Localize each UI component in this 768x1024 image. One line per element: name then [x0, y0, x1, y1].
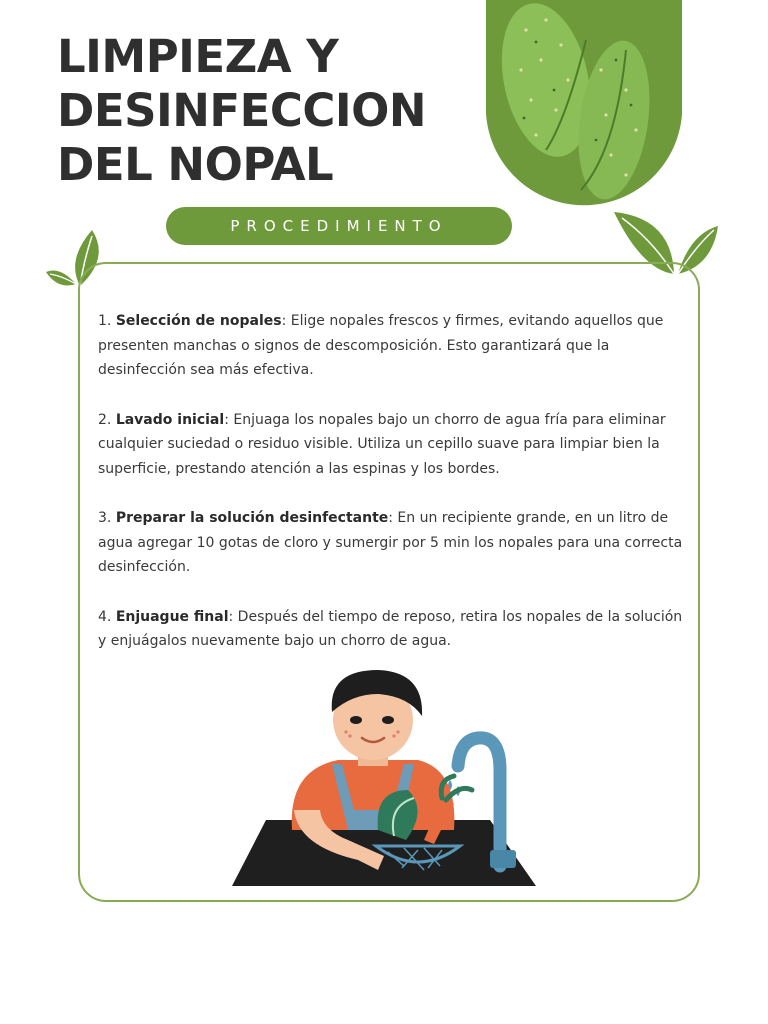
list-item: 1. Selección de nopales: Elige nopales frescos y firmes, evitando aquellos que presenten manchas o signos de descomposición. Esto garantizará que la desinfección sea más efectiva.	[98, 313, 664, 378]
title-line-2: DESINFECCION	[57, 84, 427, 137]
step-heading: Enjuague final	[115, 608, 229, 625]
list-item: 2. Lavado inicial: Enjuaga los nopales bajo un chorro de agua fría para eliminar cualquier suciedad o residuo visible. Utiliza un cepillo suave para limpiar bien la superficie, prestando atención a las espinas y los bordes.	[98, 411, 666, 477]
procedure-steps	[98, 309, 683, 679]
boy-washing-vegetables-illustration	[228, 660, 540, 890]
step-text: : En un recipiente grande, en un litro de agua agregar 10 gotas de cloro y sumergir por 5 min los nopales para una correcta desinfección.	[98, 510, 683, 575]
step-heading: Lavado inicial	[115, 411, 225, 428]
procedure-badge	[166, 207, 512, 245]
step-text: : Enjuaga los nopales bajo un chorro de agua fría para eliminar cualquier suciedad o residuo visible. Utiliza un cepillo suave para limpiar bien la superficie, prestando atención a las espinas y los bordes.	[98, 411, 666, 477]
step-text: : Elige nopales frescos y firmes, evitando aquellos que presenten manchas o signos de descomposición. Esto garantizará que la desinfección sea más efectiva.	[98, 313, 664, 378]
list-item: 3. Preparar la solución desinfectante: En un recipiente grande, en un litro de agua agregar 10 gotas de cloro y sumergir por 5 min los nopales para una correcta desinfección.	[98, 510, 683, 575]
title-line-3: DEL NOPAL	[57, 138, 334, 191]
procedure-badge-label: PROCEDIMIENTO	[230, 217, 448, 235]
step-heading: Preparar la solución desinfectante	[115, 510, 389, 526]
title-line-1: LIMPIEZA Y	[57, 30, 339, 83]
list-item: 4. Enjuague final: Después del tiempo de reposo, retira los nopales de la solución y enjuágalos nuevamente bajo un chorro de agua.	[98, 608, 683, 649]
step-text: : Después del tiempo de reposo, retira los nopales de la solución y enjuágalos nuevamente bajo un chorro de agua.	[98, 608, 683, 649]
page-title	[57, 30, 426, 192]
nopal-cactus-illustration	[486, 0, 682, 214]
step-heading: Selección de nopales	[115, 313, 282, 329]
